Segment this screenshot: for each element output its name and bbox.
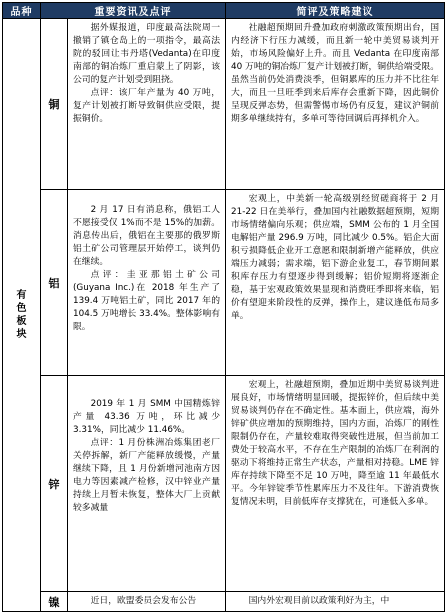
strategy-cell-zinc xyxy=(226,376,445,592)
news-cell-copper xyxy=(68,19,226,190)
strategy-cell-copper xyxy=(226,19,445,190)
metal-label-nickel: 镍 xyxy=(41,592,68,612)
sector-label-text xyxy=(3,289,40,341)
news-paragraph: 2019 年 1 月 SMM 中国精炼锌产量 43.36 万吨，环比减少 3.31%，同比减少 11.46%。 xyxy=(73,399,220,435)
news-paragraph: 近日，欧盟委员会发布公告 xyxy=(90,596,197,606)
table-row-aluminium xyxy=(3,190,445,376)
table-row-nickel xyxy=(3,592,445,612)
sector-label-char: 块 xyxy=(16,329,27,340)
table-header-row xyxy=(3,3,445,19)
news-cell-aluminium xyxy=(68,190,226,376)
news-cell-zinc xyxy=(68,376,226,592)
header-news: 重要资讯及点评 xyxy=(41,3,226,19)
sector-label-char: 有 xyxy=(16,290,27,301)
sector-label-char: 色 xyxy=(16,303,27,314)
strategy-paragraph: 国内外宏观目前以政策利好为主，中 xyxy=(248,596,390,606)
table-row-zinc xyxy=(3,376,445,592)
metals-report-table xyxy=(2,2,445,612)
strategy-paragraph: 宏观上，中美新一轮高级别经贸磋商将于 2 月 21-22 日在美举行，叠加国内社融数据超预期，短期市场情绪偏向乐观；供应端，SMM 公布的 1 月全国电解铝产量 296.9 万吨，同比减少 0.5%。铝企大面积亏损降低企业开工意愿和限制新增产能释放，供应端压力减弱；需求端，铝下游企业复工，春节期间累积库存压力有望逐步得到缓解；铝价短期将逐渐企稳，基于宏观政策效果显现和消费旺季即将来临，铝价有望迎来阶段性的反弹，操作上，建议逢低布局多单。 xyxy=(231,194,439,321)
strategy-paragraph: 社融超预期回升叠加政府刺激政策预期出台，国内经济下行压力减缓，而且新一轮中美贸易谈判开始，市场风险偏好上升。而且 Vedanta 在印度南部 40 万吨的铜冶炼厂复产计划被打断，铜供给端受限。虽然当前仍处消费淡季，但铜累库的压力并不比往年大，而且一旦旺季到来后库存会重新下降，因此铜价呈现反弹态势，但需警惕市场仍有反复，建议沪铜前期多单继续持有，多单可等待回调后再择机介入。 xyxy=(231,23,439,124)
news-paragraph: 点评：该厂年产量为 40 万吨，复产计划被打断导致铜供应受限，提振铜价。 xyxy=(73,88,220,124)
table-row-copper xyxy=(3,19,445,190)
news-cell-nickel xyxy=(68,592,226,612)
news-paragraph: 2 月 17 日有消息称，俄铝工人不愿接受仅 1%而不是 15%的加薪。消息传出后，俄铝在主要那的俄罗斯铝土矿公司管理层开始停工，谈判仍在继续。 xyxy=(73,205,220,267)
strategy-cell-aluminium xyxy=(226,190,445,376)
header-strategy: 简评及策略建议 xyxy=(226,3,445,19)
header-category: 品种 xyxy=(3,3,41,19)
strategy-paragraph: 宏观上，社融超预期，叠加近期中美贸易谈判进展良好，市场情绪明显回暖，提振锌价，但后续中美贸易谈判仍存在不确定性。基本面上，供应端，海外锌矿供应增加的预期维持，国内方面，冶炼厂的刚性限制仍存在，产量较难取得突破性进展，但当前加工费处于较高水平，不存在生产限制的冶炼厂在利润的驱动下将维持正常生产状态，产量相对持稳。LME 锌库存持续下降至不足 10 万吨，降至逾 11 年最低水平。今年锌锭季节性累库压力不及往年。下游消费恢复情况未明，目前低库存支撑犹在，可逢低入多单。 xyxy=(231,380,439,507)
news-paragraph: 点评：圭亚那铝土矿公司(Guyana Inc.)在 2018 年生产了 139.4 万吨铝土矿，同比 2017 年的 104.5 万吨增长 33.4%。整体影响有限。 xyxy=(73,270,220,332)
sector-label xyxy=(3,19,41,612)
news-paragraph: 点评：1 月份株洲冶炼集团老厂关停拆解，新厂产能释放缓慢，产量继续下降，且 1 月份新增河池南方因电力等因素减产检修，汉中锌业产量持续上月暂未恢复，整体大厂上贡献较多减量 xyxy=(73,438,220,513)
metal-label-aluminium: 铝 xyxy=(41,190,68,376)
strategy-cell-nickel xyxy=(226,592,445,612)
metal-label-copper: 铜 xyxy=(41,19,68,190)
metal-label-zinc: 锌 xyxy=(41,376,68,592)
sector-label-char: 板 xyxy=(16,316,27,327)
news-paragraph: 据外媒报道，印度最高法院周一撤销了镇仓岛上的一项指令，最高法院的驳回让韦丹塔(Vedanta)在印度南部的铜冶炼厂重启蒙上了阴影，该公司的复产计划受到阻挠。 xyxy=(73,23,220,85)
